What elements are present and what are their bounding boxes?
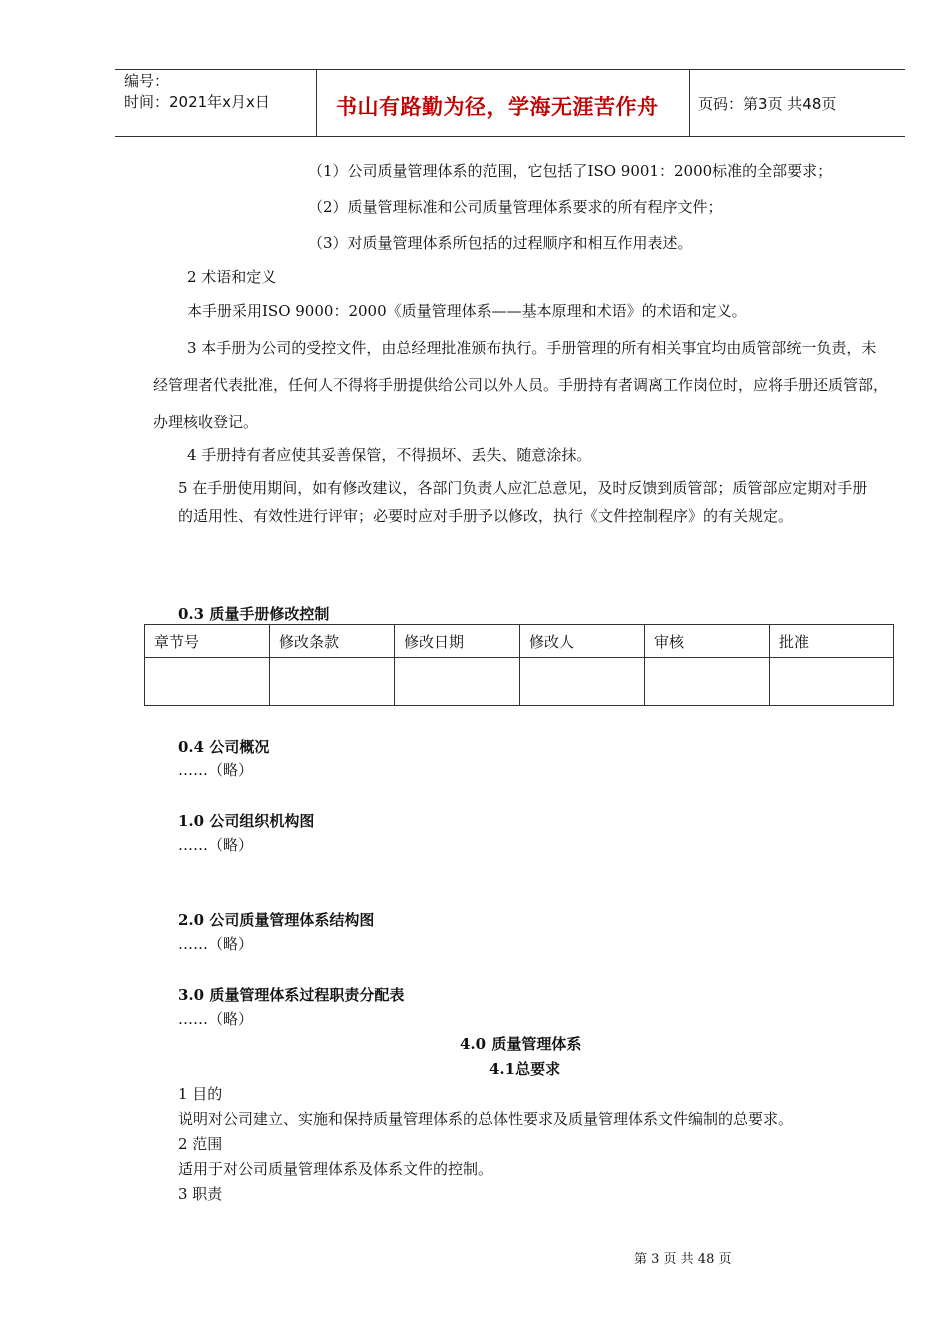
revision-table: [144, 624, 894, 706]
header-bottom-rule: [115, 136, 905, 137]
header-divider-left: [316, 69, 317, 136]
col-approve: 批准: [770, 625, 894, 658]
qms-subtitle: 4.1总要求: [489, 1060, 561, 1078]
col-chapter: 章节号: [145, 625, 270, 658]
table-cell: [520, 658, 645, 706]
scope-item-3: （3）对质量管理体系所包括的过程顺序和相互作用表述。: [308, 234, 693, 252]
section-heading-responsibility: 3.0 质量管理体系过程职责分配表: [178, 986, 405, 1004]
terms-text: 本手册采用ISO 9000：2000《质量管理体系——基本原理和术语》的术语和定义。: [187, 302, 747, 320]
page-footer: 第 3 页 共 48 页: [634, 1252, 732, 1267]
col-clause: 修改条款: [270, 625, 395, 658]
section-text-org-chart: ……（略）: [178, 836, 254, 854]
paragraph-5: 5 在手册使用期间，如有修改建议，各部门负责人应汇总意见，及时反馈到质管部；质管部应定期对手册的适用性、有效性进行评审；必要时应对手册予以修改，执行《文件控制程序》的有关规定。: [178, 479, 868, 525]
qms-item-scope-text: 适用于对公司质量管理体系及体系文件的控制。: [178, 1160, 494, 1178]
table-cell: [145, 658, 270, 706]
paragraph-4: 4 手册持有者应使其妥善保管，不得损坏、丢失、随意涂抹。: [187, 446, 592, 464]
section-text-qms-structure: ……（略）: [178, 935, 254, 953]
terms-title: 2 术语和定义: [187, 268, 277, 286]
table-cell: [645, 658, 770, 706]
header-code-label: 编号：: [124, 72, 170, 90]
table-cell: [270, 658, 395, 706]
section-heading-overview: 0.4 公司概况: [178, 738, 270, 756]
paragraph-3: 3 本手册为公司的受控文件，由总经理批准颁布执行。手册管理的所有相关事宜均由质管部统一负责，未经管理者代表批准，任何人不得将手册提供给公司以外人员。手册持有者调离工作岗位时，应将手册还质管部，办理核收登记。: [153, 339, 889, 431]
revision-table-header-row: [145, 625, 894, 658]
section-heading-qms-structure: 2.0 公司质量管理体系结构图: [178, 911, 375, 929]
table-row: [145, 658, 894, 706]
header-page-number: 页码：第3页 共48页: [698, 95, 837, 113]
section-heading-org-chart: 1.0 公司组织机构图: [178, 812, 315, 830]
col-review: 审核: [645, 625, 770, 658]
section-text-overview: ……（略）: [178, 761, 254, 779]
revision-heading: 0.3 质量手册修改控制: [178, 605, 330, 623]
col-editor: 修改人: [520, 625, 645, 658]
header-motto: 书山有路勤为径，学海无涯苦作舟: [336, 95, 659, 119]
qms-title: 4.0 质量管理体系: [460, 1035, 582, 1053]
table-cell: [395, 658, 520, 706]
qms-item-scope-title: 2 范围: [178, 1135, 223, 1153]
qms-item-duties-title: 3 职责: [178, 1185, 223, 1203]
col-date: 修改日期: [395, 625, 520, 658]
section-text-responsibility: ……（略）: [178, 1010, 254, 1028]
qms-item-purpose-text: 说明对公司建立、实施和保持质量管理体系的总体性要求及质量管理体系文件编制的总要求。: [178, 1110, 794, 1128]
header-divider-right: [689, 69, 690, 136]
table-cell: [770, 658, 894, 706]
scope-item-2: （2）质量管理标准和公司质量管理体系要求的所有程序文件；: [308, 198, 723, 216]
qms-item-purpose-title: 1 目的: [178, 1085, 223, 1103]
header-top-rule: [115, 69, 905, 70]
header-time: 时间：2021年x月x日: [124, 93, 270, 111]
scope-item-1: （1）公司质量管理体系的范围，它包括了ISO 9001：2000标准的全部要求；: [308, 162, 833, 180]
